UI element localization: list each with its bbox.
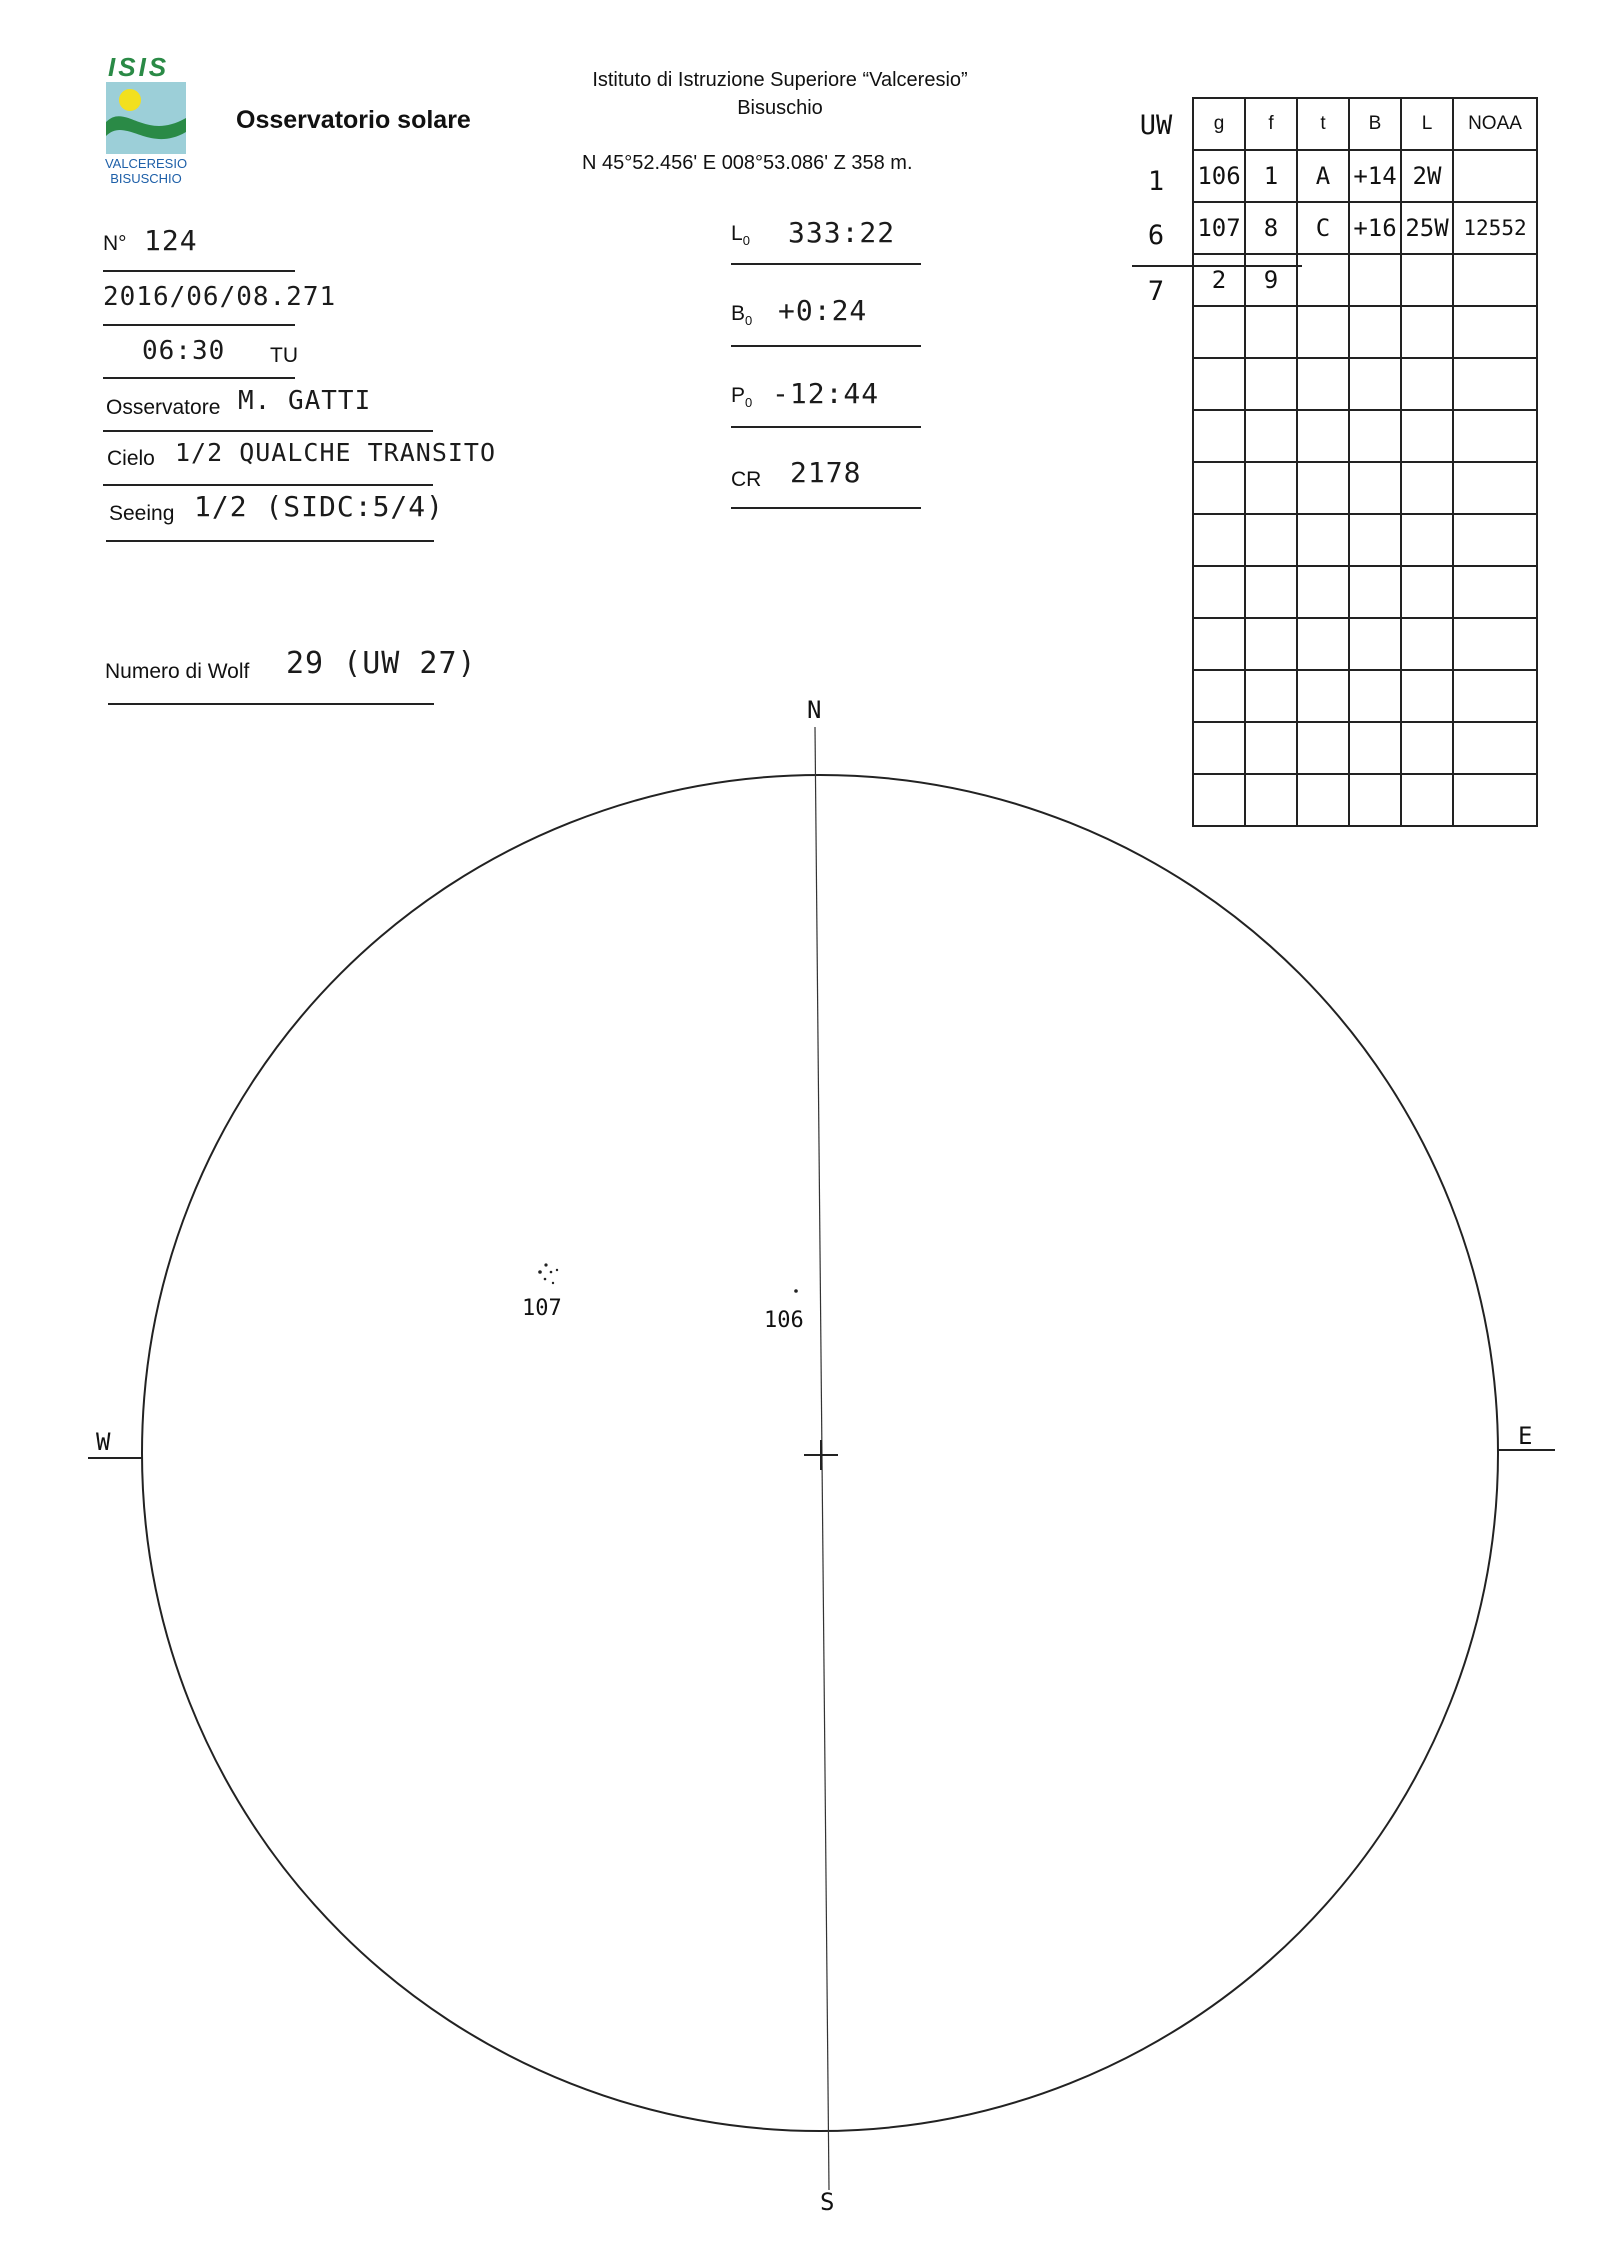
l0-value: 333:22 <box>788 216 896 249</box>
institute-line1: Istituto di Istruzione Superiore “Valceresio” <box>592 69 968 91</box>
observatory-title: Osservatorio solare <box>236 106 471 134</box>
cell-f: 9 <box>1245 254 1297 306</box>
p0-value: -12:44 <box>772 377 880 410</box>
logo-caption-line1: VALCERESIO <box>104 156 188 171</box>
header-g: g <box>1193 98 1245 150</box>
observer-value: M. GATTI <box>238 386 372 416</box>
cr-value: 2178 <box>790 456 862 489</box>
sunspot-group-107 <box>538 1263 558 1284</box>
b0-value: +0:24 <box>778 294 868 327</box>
number-label: N° <box>103 232 127 255</box>
cell-t: A <box>1297 150 1349 202</box>
seeing-label: Seeing <box>109 502 175 525</box>
cell-f: 8 <box>1245 202 1297 254</box>
cell-f: 1 <box>1245 150 1297 202</box>
l0-label: $L_0$ <box>731 222 750 249</box>
cell-t: C <box>1297 202 1349 254</box>
cell-noaa: 12552 <box>1453 202 1537 254</box>
logo-caption-line2: BISUSCHIO <box>110 171 182 186</box>
seeing-value: 1/2 (SIDC:5/4) <box>194 490 445 523</box>
uw-row-1: 1 <box>1147 166 1165 197</box>
wolf-label: Numero di Wolf <box>105 660 250 683</box>
header-b: B <box>1349 98 1401 150</box>
cell-b: +14 <box>1349 150 1401 202</box>
cr-label: CR <box>731 468 762 491</box>
uw-header: UW <box>1139 110 1173 141</box>
south-label: S <box>820 2188 835 2216</box>
sky-label: Cielo <box>107 447 155 470</box>
observer-label: Osservatore <box>106 396 221 419</box>
p0-label: $P_0$ <box>731 384 753 411</box>
cell-g: 2 <box>1193 254 1245 306</box>
east-label: E <box>1518 1422 1533 1450</box>
group-label-106: 106 <box>764 1308 804 1333</box>
institute-line2: Bisuschio <box>737 97 823 119</box>
number-value: 124 <box>144 224 198 257</box>
uw-row-2: 6 <box>1147 220 1165 251</box>
cell-l: 25W <box>1401 202 1453 254</box>
cell-g: 107 <box>1193 202 1245 254</box>
header-l: L <box>1401 98 1453 150</box>
observatory-coordinates: N 45°52.456' E 008°53.086' Z 358 m. <box>582 152 913 174</box>
b0-label: $B_0$ <box>731 302 753 329</box>
sky-value: 1/2 QUALCHE TRANSITO <box>175 438 497 467</box>
isis-logo-text: ISIS <box>108 52 170 82</box>
time-unit: TU <box>270 344 298 367</box>
sunspot-group-106 <box>794 1289 798 1293</box>
uw-row-3: 7 <box>1147 276 1165 307</box>
cell-b: +16 <box>1349 202 1401 254</box>
wolf-value: 29 (UW 27) <box>286 646 477 681</box>
time-value: 06:30 <box>142 336 226 366</box>
cell-l: 2W <box>1401 150 1453 202</box>
header-f: f <box>1245 98 1297 150</box>
west-label: W <box>96 1428 111 1456</box>
north-label: N <box>807 696 822 724</box>
header-t: t <box>1297 98 1349 150</box>
header-noaa: NOAA <box>1453 98 1537 150</box>
group-label-107: 107 <box>522 1296 562 1321</box>
cell-g: 106 <box>1193 150 1245 202</box>
date-value: 2016/06/08.271 <box>103 282 337 312</box>
